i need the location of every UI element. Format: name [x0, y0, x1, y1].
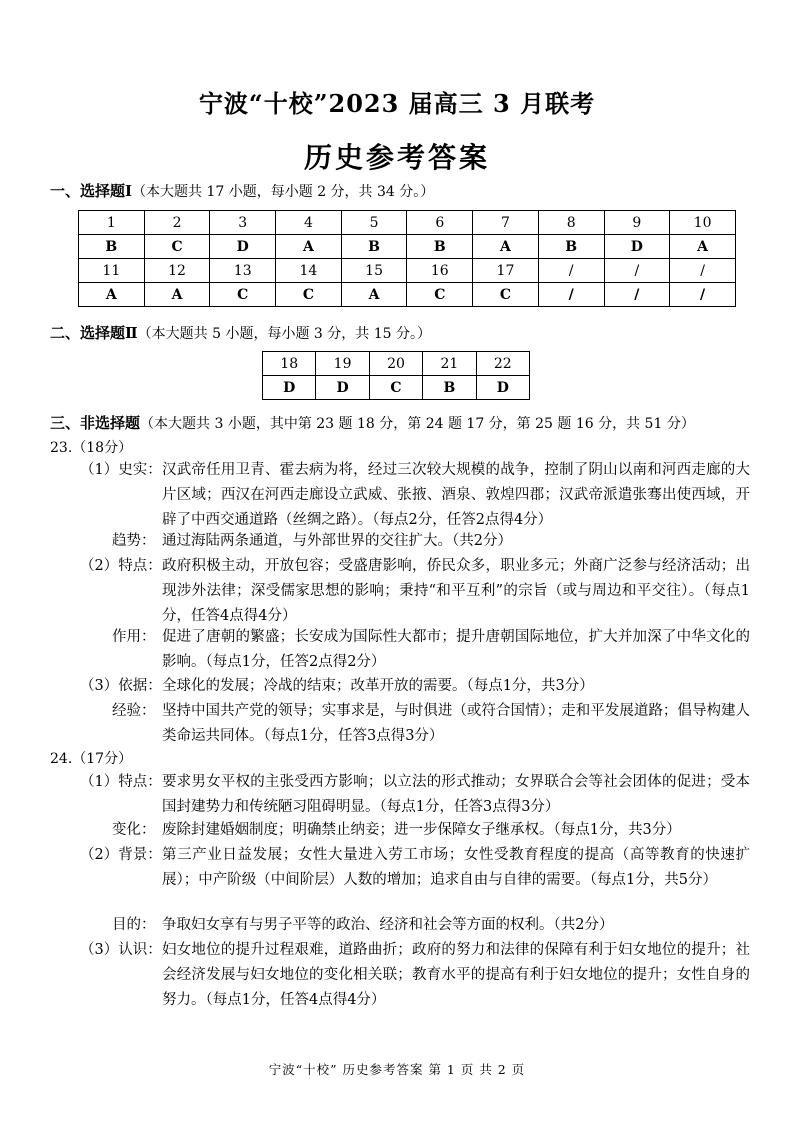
table1-answer-cell: A: [276, 235, 342, 259]
table2-answer-cell: D: [263, 376, 316, 400]
q23-p1-label: （1）史实：: [80, 462, 162, 478]
table1-question-number: 10: [670, 211, 736, 235]
section2-note: （本大题共 5 小题，每小题 3 分，共 15 分。）: [137, 326, 431, 342]
table1-question-number: 6: [407, 211, 473, 235]
table1-answer-cell: B: [538, 235, 604, 259]
table1-answer-cell: B: [407, 235, 473, 259]
table2-answer-cell: B: [423, 376, 476, 400]
q23-p1b-label: 趋势：: [112, 533, 156, 549]
table2-answer-cell: D: [316, 376, 369, 400]
table1-answer-cell: /: [538, 283, 604, 307]
q23-p3b-label: 经验：: [112, 703, 156, 719]
document-title: 宁波“十校”2023 届高三 3 月联考: [198, 89, 596, 118]
q23-p3b-text: 坚持中国共产党的领导；实事求是，与时俱进（或符合国情）；走和平发展道路；倡导构建人类命运共同体。（每点1分，任答3点得3分）: [162, 703, 750, 744]
table1-question-number: 11: [79, 259, 145, 283]
q24-p1-label: （1）特点：: [80, 774, 162, 790]
q24-p2b-label: 目的：: [112, 917, 156, 933]
table1-question-number: 14: [276, 259, 342, 283]
q23-p2b-label: 作用：: [112, 629, 156, 645]
table2-question-number: 21: [423, 352, 476, 376]
q24-part2-background: [80, 843, 750, 918]
q24-p2-text: 第三产业日益发展；女性大量进入劳工市场；女性受教育程度的提高（高等教育的快速扩展）；中产阶级（中间阶层）人数的增加；追求自由与自律的需要。（每点1分，共5分）: [162, 847, 750, 888]
q24-title: 24.（17分）: [50, 751, 133, 767]
table1-question-number: 1: [79, 211, 145, 235]
q23-title: 23.（18分）: [50, 440, 133, 456]
q23-p2-label: （2）特点：: [80, 558, 162, 574]
section1-heading: 一、选择题Ⅰ: [50, 182, 133, 200]
table1-question-number: 8: [538, 211, 604, 235]
table1-question-number: 13: [210, 259, 276, 283]
q23-p2b-text: 促进了唐朝的繁盛；长安成为国际性大都市；提升唐朝国际地位，扩大并加深了中华文化的影响。（每点1分，任答2点得2分）: [162, 629, 750, 670]
table1-question-number: /: [604, 259, 670, 283]
q24-p1-text: 要求男女平权的主张受西方影响；以立法的形式推动；女界联合会等社会团体的促进；受本国封建势力和传统陋习阻碍明显。（每点1分，任答3点得3分）: [162, 774, 750, 815]
q23-p1b-text: 通过海陆两条通道，与外部世界的交往扩大。（共2分）: [162, 533, 512, 549]
table2-question-number: 19: [316, 352, 369, 376]
table1-question-number: 16: [407, 259, 473, 283]
table1-row: [79, 283, 736, 307]
table1-question-number: 17: [473, 259, 539, 283]
q23-part3-experience: [80, 699, 750, 749]
section1-header: [50, 180, 434, 201]
table1-answer-cell: /: [670, 283, 736, 307]
q24-p2b-text: 争取妇女享有与男子平等的政治、经济和社会等方面的权利。（共2分）: [162, 917, 614, 933]
table1-answer-cell: B: [341, 235, 407, 259]
table1-answer-cell: C: [276, 283, 342, 307]
q23-part3-basis: [80, 674, 750, 699]
table1-row: [79, 259, 736, 283]
table1-answer-cell: D: [604, 235, 670, 259]
document-subtitle: 历史参考答案: [303, 141, 490, 174]
table1-answer-cell: C: [144, 235, 210, 259]
table1-answer-cell: C: [407, 283, 473, 307]
q24-part2-purpose: [80, 913, 750, 938]
table1-answer-cell: A: [473, 235, 539, 259]
table1-row: [79, 235, 736, 259]
table1-question-number: 12: [144, 259, 210, 283]
table1-answer-cell: A: [144, 283, 210, 307]
q23-p3-text: 全球化的发展；冷战的结束；改革开放的需要。（每点1分，共3分）: [162, 678, 594, 694]
table1-question-number: 5: [341, 211, 407, 235]
table1-answer-cell: A: [79, 283, 145, 307]
table2-row: [263, 352, 530, 376]
table1-answer-cell: B: [79, 235, 145, 259]
table1-answer-cell: C: [473, 283, 539, 307]
answer-table-2: [262, 351, 530, 400]
q23-part2-features: [80, 554, 750, 629]
table1-question-number: 15: [341, 259, 407, 283]
table2-answer-cell: D: [476, 376, 529, 400]
section2-header: [50, 322, 431, 343]
table1-question-number: 3: [210, 211, 276, 235]
page-footer: 宁波“十校” 历史参考答案 第 1 页 共 2 页: [268, 1062, 526, 1077]
q23-p2-text: 政府积极主动，开放包容；受盛唐影响，侨民众多，职业多元；外商广泛参与经济活动；出现涉外法律；深受儒家思想的影响；秉持“和平互利”的宗旨（或与周边和平交往）。（每点1分，任答4点得4分）: [162, 558, 750, 624]
q24-p3-label: （3）认识：: [80, 942, 162, 958]
table1-answer-cell: A: [341, 283, 407, 307]
section1-note: （本大题共 17 小题，每小题 2 分，共 34 分。）: [132, 184, 435, 200]
table1-answer-cell: A: [670, 235, 736, 259]
q24-p1b-text: 废除封建婚姻制度；明确禁止纳妾；进一步保障女子继承权。（每点1分，共3分）: [162, 822, 681, 838]
q23-p3-label: （3）依据：: [80, 678, 162, 694]
table1-question-number: 4: [276, 211, 342, 235]
table1-row: [79, 211, 736, 235]
table1-answer-cell: D: [210, 235, 276, 259]
q24-part1-change: [80, 818, 750, 843]
answer-table-1: [78, 210, 736, 307]
table2-question-number: 22: [476, 352, 529, 376]
q24-p2-label: （2）背景：: [80, 847, 162, 863]
q23-part1-trend: [80, 529, 750, 554]
q24-part3-understanding: [80, 938, 750, 1013]
q24-p3-text: 妇女地位的提升过程艰难，道路曲折；政府的努力和法律的保障有利于妇女地位的提升；社会经济发展与妇女地位的变化相关联；教育水平的提高有利于妇女地位的提升；女性自身的努力。（每点1分，任答4点得4分）: [162, 942, 750, 1008]
table2-answer-cell: C: [369, 376, 422, 400]
table1-answer-cell: /: [604, 283, 670, 307]
table1-question-number: 7: [473, 211, 539, 235]
section3-note: （本大题共 3 小题，其中第 23 题 18 分，第 24 题 17 分，第 25 题 16 分，共 51 分）: [140, 416, 695, 432]
q23-part1-facts: [80, 458, 750, 533]
table1-question-number: 2: [144, 211, 210, 235]
section2-heading: 二、选择题Ⅱ: [50, 324, 138, 342]
section3-heading: 三、非选择题: [50, 414, 141, 432]
table2-question-number: 20: [369, 352, 422, 376]
table1-question-number: /: [538, 259, 604, 283]
q24-part1-features: [80, 770, 750, 820]
q23-p1-text: 汉武帝任用卫青、霍去病为将，经过三次较大规模的战争，控制了阴山以南和河西走廊的大片区域；西汉在河西走廊设立武威、张掖、酒泉、敦煌四郡；汉武帝派遣张骞出使西域，开辟了中西交通道路（丝绸之路）。（每点2分，任答2点得4分）: [162, 462, 750, 528]
table1-question-number: /: [670, 259, 736, 283]
table2-row: [263, 376, 530, 400]
q23-part2-effect: [80, 625, 750, 675]
table1-answer-cell: C: [210, 283, 276, 307]
q24-p1b-label: 变化：: [112, 822, 156, 838]
table1-question-number: 9: [604, 211, 670, 235]
table2-question-number: 18: [263, 352, 316, 376]
section3-header: [50, 412, 695, 433]
